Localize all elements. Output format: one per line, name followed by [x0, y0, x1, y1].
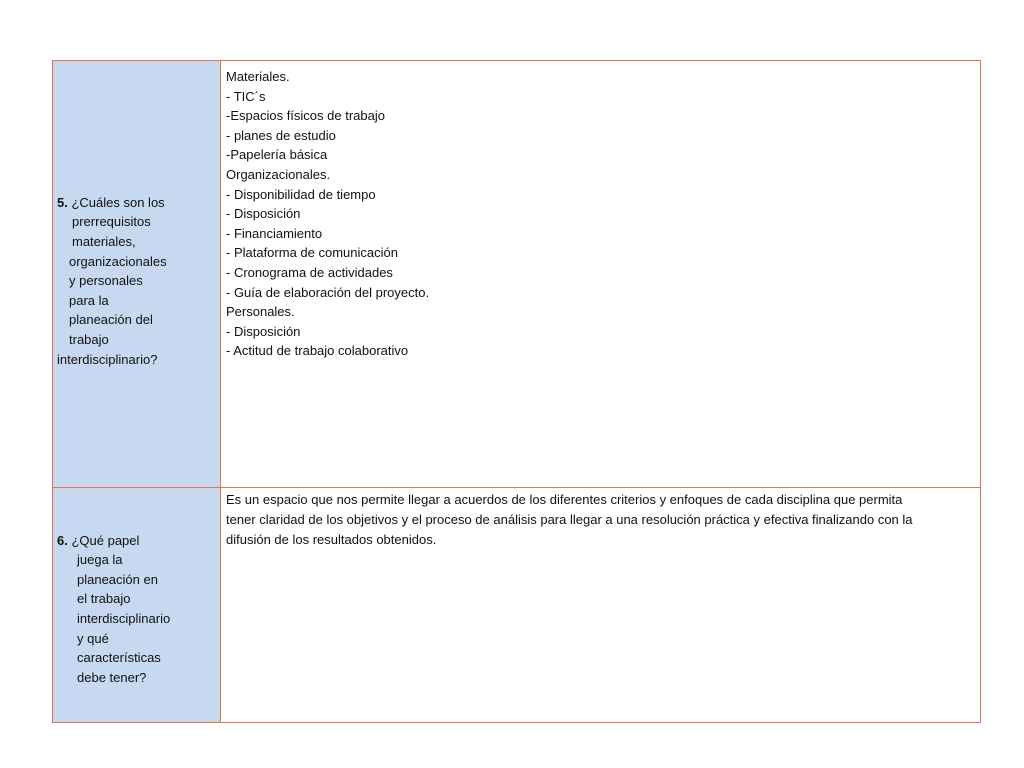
- answer-5-line: - TIC´s: [226, 88, 266, 104]
- answer-5-line: Organizacionales.: [226, 166, 331, 182]
- answer-5-line: - Disposición: [226, 206, 301, 222]
- question-6-line-2: juega la: [77, 552, 123, 568]
- question-5-line-7: planeación del: [69, 312, 153, 328]
- answer-5-line: Personales.: [226, 304, 295, 320]
- question-5-line-8: trabajo: [69, 331, 109, 347]
- answer-5-line: - Cronograma de actividades: [226, 264, 393, 280]
- document-table: [52, 60, 981, 723]
- question-6-text: [53, 523, 170, 688]
- question-5-cell: [53, 61, 221, 488]
- answer-6-text: [221, 488, 980, 550]
- question-6-cell: [53, 488, 221, 722]
- answer-5-line: - Disposición: [226, 323, 301, 339]
- question-6-line-4: el trabajo: [77, 591, 131, 607]
- question-5-line-5: y personales: [69, 273, 143, 289]
- answer-6-line: difusión de los resultados obtenidos.: [226, 532, 437, 547]
- question-5-line-1: ¿Cuáles son los: [71, 194, 165, 210]
- answer-5-line: -Espacios físicos de trabajo: [226, 108, 385, 124]
- answer-5-line: - Plataforma de comunicación: [226, 245, 398, 261]
- answer-5-line: - planes de estudio: [226, 127, 336, 143]
- question-5-line-3: materiales,: [72, 234, 136, 250]
- question-6-number: 6.: [57, 532, 68, 548]
- question-5-line-4: organizacionales: [69, 253, 167, 269]
- answer-6-line: Es un espacio que nos permite llegar a acuerdos de los diferentes criterios y enfoques de cada disciplina que permita: [226, 492, 903, 507]
- answer-5-line: Materiales.: [226, 69, 290, 84]
- answer-5-text: [221, 61, 980, 361]
- answer-5-cell: [221, 61, 980, 488]
- question-5-line-2: prerrequisitos: [72, 214, 151, 230]
- question-6-line-6: y qué: [77, 630, 109, 646]
- question-6-line-3: planeación en: [77, 571, 158, 587]
- question-5-line-6: para la: [69, 292, 109, 308]
- question-5-text: [53, 179, 167, 369]
- question-6-line-7: características: [77, 650, 161, 666]
- question-6-line-8: debe tener?: [77, 669, 147, 685]
- question-6-line-1: ¿Qué papel: [71, 532, 140, 548]
- answer-6-line: tener claridad de los objetivos y el proceso de análisis para llegar a una resolución práctica y efectiva finalizando con la: [226, 512, 913, 527]
- answer-5-line: - Disponibilidad de tiempo: [226, 186, 376, 202]
- answer-5-line: - Guía de elaboración del proyecto.: [226, 284, 430, 300]
- answer-5-line: -Papelería básica: [226, 147, 328, 163]
- answer-5-line: - Financiamiento: [226, 225, 323, 241]
- answer-5-line: - Actitud de trabajo colaborativo: [226, 343, 409, 359]
- question-6-line-5: interdisciplinario: [77, 611, 171, 626]
- question-5-number: 5.: [57, 194, 68, 210]
- question-5-line-9: interdisciplinario?: [57, 351, 158, 367]
- answer-6-cell: [221, 488, 980, 722]
